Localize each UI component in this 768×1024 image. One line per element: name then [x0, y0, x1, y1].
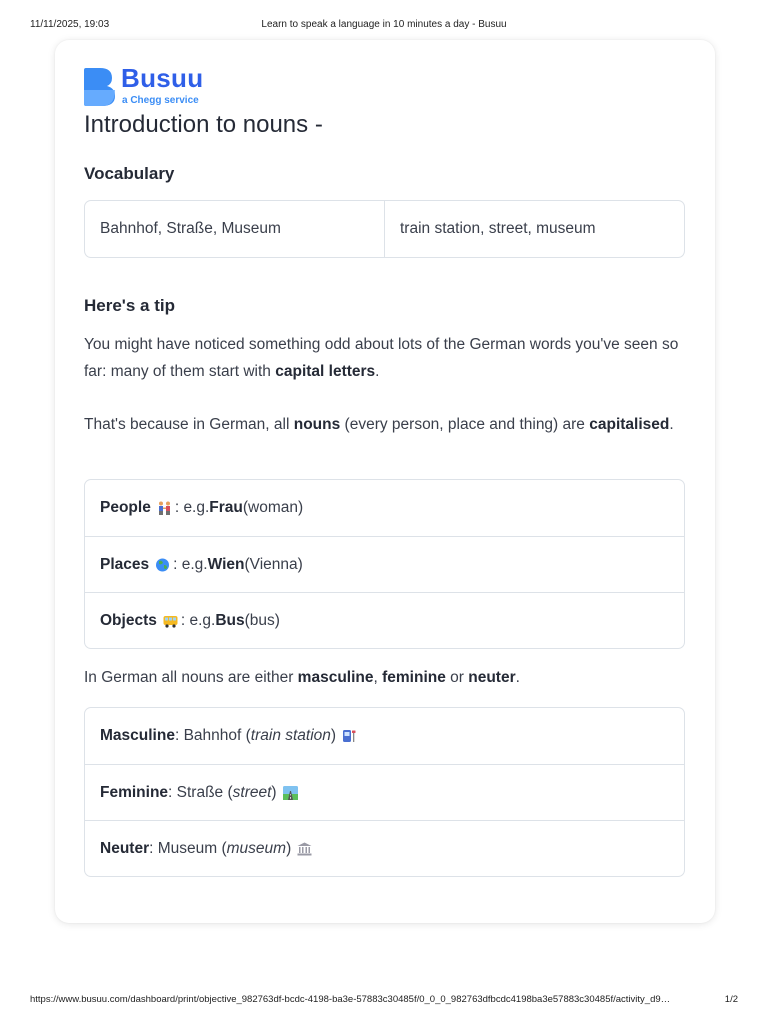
logo-wordmark: Busuu [121, 63, 204, 93]
globe-icon [155, 558, 170, 572]
logo-tagline: a Chegg service [122, 95, 199, 106]
print-datetime: 11/11/2025, 19:03 [30, 19, 110, 30]
busuu-logo-icon [84, 68, 116, 106]
museum-icon [297, 842, 312, 856]
vocabulary-table [84, 200, 685, 258]
vocabulary-english-cell: train station, street, museum [384, 201, 684, 257]
busuu-logo[interactable] [84, 63, 214, 108]
gender-row-neuter: Neuter : Museum ( museum ) [85, 820, 684, 876]
noun-type-row-places: Places : e.g. Wien (Vienna) [85, 536, 684, 592]
genders-box [84, 707, 685, 877]
bold-feminine: feminine [382, 669, 446, 686]
bold-nouns: nouns [293, 416, 341, 433]
tip-paragraph-1: You might have noticed something odd about lots of the German words you've seen so far: many of them start with capital letters. [84, 336, 679, 380]
train-station-icon [342, 729, 357, 743]
bold-capital-letters: capital letters [275, 363, 376, 380]
print-url: https://www.busuu.com/dashboard/print/objective_982763df-bcdc-4198-ba3e-57883c30485f/0_0_0_982763dfbcdc4198ba3e57883c30485f/activity_d9… [30, 994, 671, 1005]
tip-heading: Here's a tip [84, 296, 175, 315]
gender-row-masculine: Masculine : Bahnhof ( train station ) [85, 708, 684, 764]
noun-type-row-people: People : e.g. Frau (woman) [100, 499, 304, 516]
tip-paragraph-2: That's because in German, all nouns (every person, place and thing) are capitalised. [84, 416, 674, 433]
gender-row-feminine: Feminine : Straße ( street ) [85, 764, 684, 820]
bold-neuter: neuter [468, 669, 516, 686]
bus-icon [163, 614, 178, 628]
print-page-title: Learn to speak a language in 10 minutes a day - Busuu [261, 19, 507, 30]
road-icon [283, 786, 298, 800]
bold-capitalised: capitalised [589, 416, 670, 433]
people-holding-hands-icon [157, 501, 172, 515]
print-footer [0, 994, 768, 1008]
print-header [0, 19, 768, 33]
gender-intro-paragraph: In German all nouns are either masculine, feminine or neuter. [84, 669, 520, 686]
noun-type-row-objects: Objects : e.g. Bus (bus) [85, 592, 684, 648]
vocabulary-german-cell: Bahnhof, Straße, Museum [100, 220, 281, 237]
print-page-number: 1/2 [724, 994, 738, 1005]
noun-types-box [84, 479, 685, 649]
bold-masculine: masculine [297, 669, 374, 686]
page-title: Introduction to nouns - [84, 111, 323, 138]
vocabulary-heading: Vocabulary [84, 164, 175, 183]
